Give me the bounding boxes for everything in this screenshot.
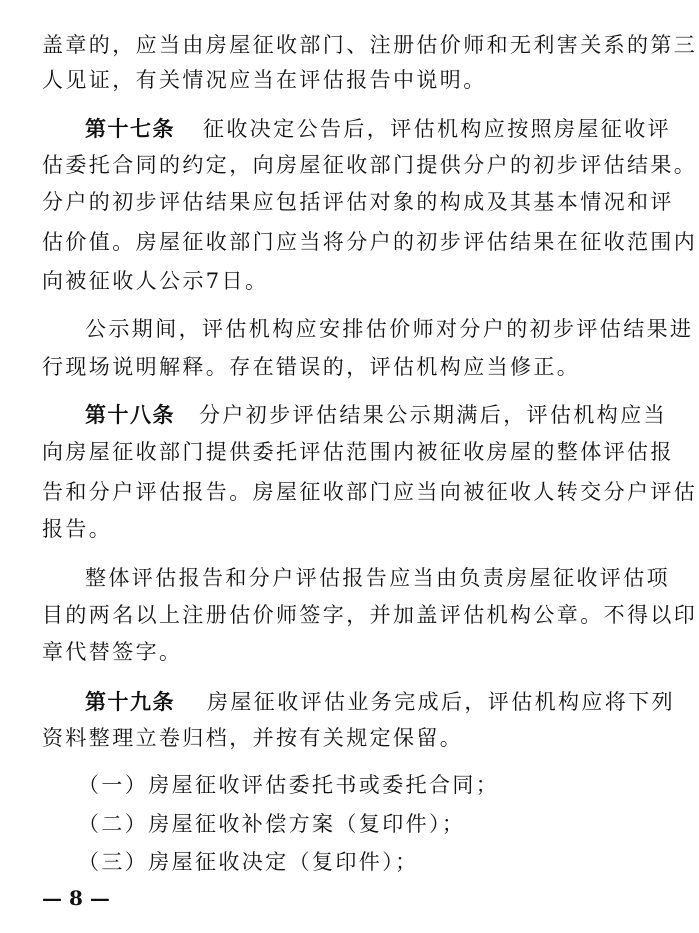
body-text-line: 估价值。房屋征收部门应当将分户的初步评估结果在征收范围内 xyxy=(42,230,698,254)
body-text-line: 盖章的，应当由房屋征收部门、注册估价师和无利害关系的第三 xyxy=(42,33,698,57)
list-item: （一）房屋征收评估委托书或委托合同； xyxy=(78,773,500,797)
body-text-line: 资料整理立卷归档，并按有关规定保留。 xyxy=(42,726,464,750)
page-number: — 8 — xyxy=(42,886,110,910)
body-text-line: 报告。 xyxy=(42,517,113,541)
body-text-line: 向被征收人公示7日。 xyxy=(42,269,269,293)
article-17-label: 第十七条 xyxy=(85,117,175,141)
body-text-line: 行现场说明解释。存在错误的，评估机构应当修正。 xyxy=(42,355,581,379)
article-19-label: 第十九条 xyxy=(85,690,175,714)
body-text-segment: 征收决定公告后，评估机构应按照房屋征收评 xyxy=(203,117,671,141)
list-item: （二）房屋征收补偿方案（复印件）； xyxy=(78,812,466,836)
body-text-line: 估委托合同的约定，向房屋征收部门提供分户的初步评估结果。 xyxy=(42,153,698,177)
body-text-segment: 分户初步评估结果公示期满后，评估机构应当 xyxy=(199,403,667,427)
list-item: （三）房屋征收决定（复印件）； xyxy=(78,850,419,874)
body-text-line: 人见证，有关情况应当在评估报告中说明。 xyxy=(42,68,487,92)
body-text-line: 向房屋征收部门提供委托评估范围内被征收房屋的整体评估报 xyxy=(42,440,674,464)
article-18-first-line xyxy=(85,403,667,427)
body-text-line: 分户的初步评估结果应包括评估对象的构成及其基本情况和评 xyxy=(42,190,674,214)
body-text-line: 告和分户评估报告。房屋征收部门应当向被征收人转交分户评估 xyxy=(42,480,698,504)
article-18-label: 第十八条 xyxy=(85,403,175,427)
article-19-first-line xyxy=(85,690,675,714)
body-text-segment: 房屋征收评估业务完成后，评估机构应将下列 xyxy=(207,690,675,714)
body-text-line: 公示期间，评估机构应安排估价师对分户的初步评估结果进 xyxy=(85,317,694,341)
body-text-line: 目的两名以上注册估价师签字，并加盖评估机构公章。不得以印 xyxy=(42,603,698,627)
body-text-line: 章代替签字。 xyxy=(42,640,183,664)
article-17-first-line xyxy=(85,117,671,141)
body-text-line: 整体评估报告和分户评估报告应当由负责房屋征收评估项 xyxy=(85,566,670,590)
